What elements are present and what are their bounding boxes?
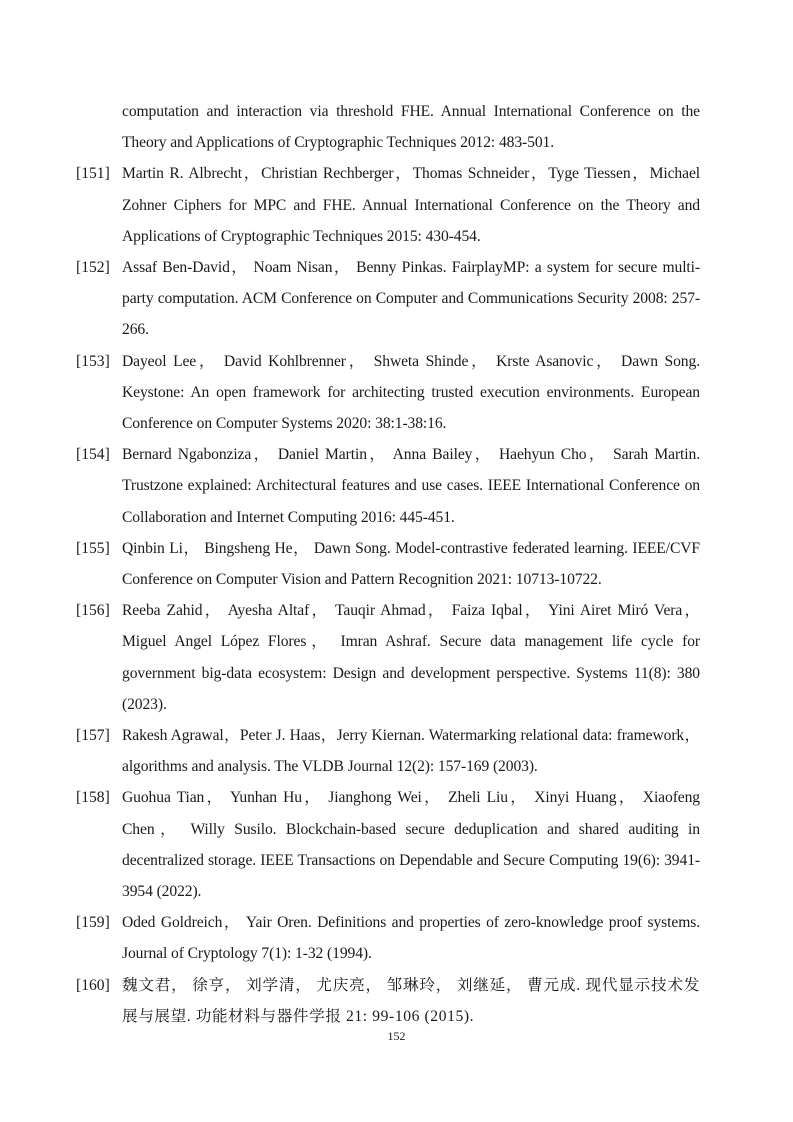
reference-continuation xyxy=(76,96,700,158)
reference-item xyxy=(76,782,700,907)
reference-text: Bernard Ngabonziza， Daniel Martin， Anna Bailey， Haehyun Cho， Sarah Martin. Trustzone explained: Architectural features and use cases. IEEE International Conference on Collaboration and Internet Computing 2016: 445-451. xyxy=(122,446,700,526)
reference-number: [158] xyxy=(76,789,110,807)
reference-number: [153] xyxy=(76,352,110,370)
reference-item xyxy=(76,595,700,720)
reference-text: Reeba Zahid， Ayesha Altaf， Tauqir Ahmad， Faiza Iqbal， Yini Airet Miró Vera， Miguel Angel López Flores， Imran Ashraf. Secure data management life cycle for government big-data ecosystem: Design and development perspective. Systems 11(8): 380 (2023). xyxy=(122,602,700,713)
reference-number: [157] xyxy=(76,727,110,745)
reference-item xyxy=(76,720,700,782)
reference-number: [160] xyxy=(76,976,110,994)
reference-item xyxy=(76,252,700,346)
reference-item xyxy=(76,439,700,533)
reference-text: Martin R. Albrecht，Christian Rechberger，Thomas Schneider，Tyge Tiessen，Michael Zohner Ciphers for MPC and FHE. Annual International Conference on the Theory and Applications of Cryptographic Techniques 2015: 430-454. xyxy=(122,165,700,245)
reference-text: Oded Goldreich， Yair Oren. Definitions and properties of zero-knowledge proof systems. Journal of Cryptology 7(1): 1-32 (1994). xyxy=(122,914,700,963)
reference-number: [154] xyxy=(76,446,110,464)
reference-number: [159] xyxy=(76,914,110,932)
reference-number: [155] xyxy=(76,539,110,557)
reference-text: Guohua Tian， Yunhan Hu， Jianghong Wei， Zheli Liu， Xinyi Huang， Xiaofeng Chen， Willy Susilo. Blockchain-based secure deduplication and shared auditing in decentralized storage. IEEE Transactions on Dependable and Secure Computing 19(6): 3941-3954 (2022). xyxy=(122,789,700,901)
reference-item xyxy=(76,907,700,969)
reference-item xyxy=(76,970,700,1032)
reference-text: Dayeol Lee， David Kohlbrenner， Shweta Shinde， Krste Asanovic， Dawn Song. Keystone: An open framework for architecting trusted execution environments. European Conference on Computer Systems 2020: 38:1-38:16. xyxy=(122,352,700,433)
page-number: 152 xyxy=(387,1029,406,1043)
reference-item xyxy=(76,346,700,440)
reference-text: Assaf Ben-David， Noam Nisan， Benny Pinkas. FairplayMP: a system for secure multi-party computation. ACM Conference on Computer and Communications Security 2008: 257-266. xyxy=(122,259,700,339)
reference-number: [151] xyxy=(76,165,110,183)
reference-text: computation and interaction via threshold FHE. Annual International Conference on the Theory and Applications of Cryptographic Techniques 2012: 483-501. xyxy=(122,103,700,152)
reference-number: [156] xyxy=(76,602,110,620)
reference-list xyxy=(76,96,700,1032)
reference-text: Qinbin Li， Bingsheng He， Dawn Song. Model-contrastive federated learning. IEEE/CVF Conference on Computer Vision and Pattern Recognition 2021: 10713-10722. xyxy=(122,539,700,589)
reference-text: Rakesh Agrawal，Peter J. Haas，Jerry Kiernan. Watermarking relational data: framework，algorithms and analysis. The VLDB Journal 12(2): 157-169 (2003). xyxy=(122,727,700,776)
reference-number: [152] xyxy=(76,259,110,277)
reference-text: 魏文君， 徐亨， 刘学清， 尤庆亮， 邹琳玲， 刘继延， 曹元成. 现代显示技术发展与展望. 功能材料与器件学报 21: 99-106 (2015). xyxy=(122,976,700,1025)
reference-item xyxy=(76,158,700,252)
reference-item xyxy=(76,533,700,595)
